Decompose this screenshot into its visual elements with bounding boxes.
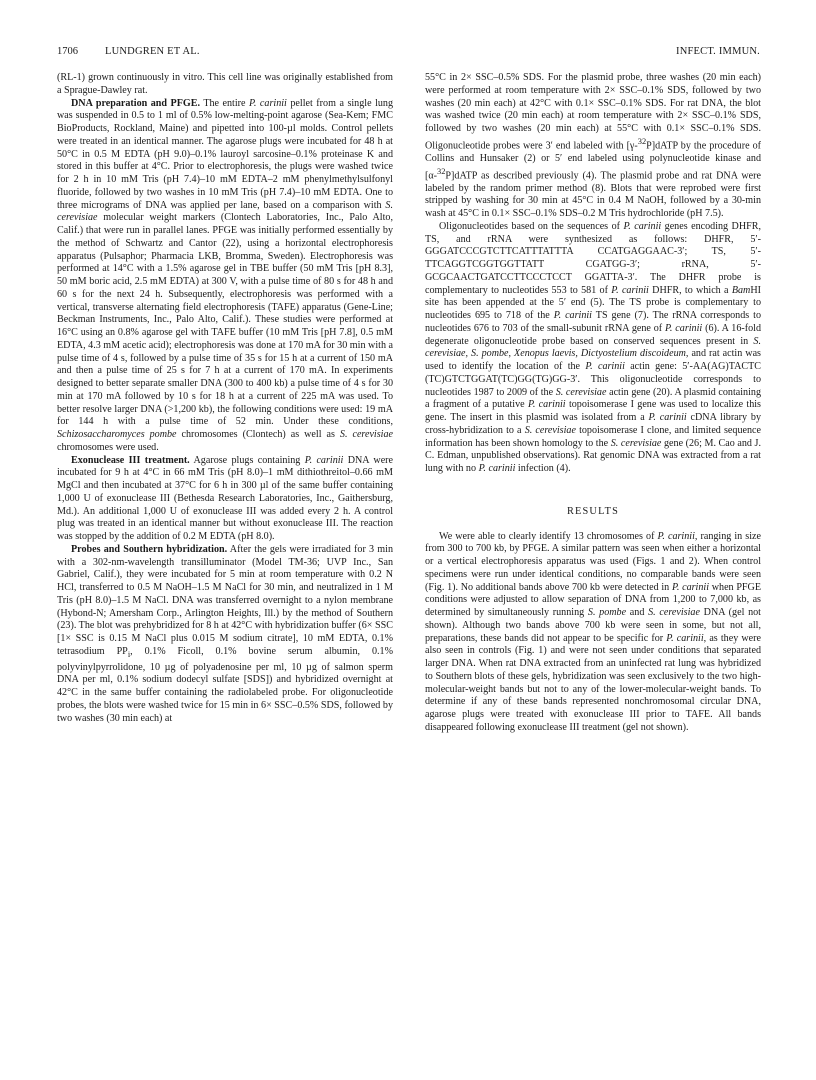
superscript: 32	[637, 136, 647, 146]
text-span: HI site has been appended at the 5′ end (5). The TS probe is complementary to nucleotides 695 to 718 of the	[425, 284, 761, 322]
text-span: DNA were incubated for 9 h at 4°C in 66 mM Tris (pH 8.0)–1 mM dithiothreitol–0.66 mM MgCl and then incubated at 37°C for 6 h in 300 µl of the same buffer containing 1,000 U of exonuclease III (Bethesda Research Laboratories, Inc., Gaithersburg, Md.). An additional 1,000 U of exonuclease III was added every 2 h. A control plug was treated in an identical manner but without exonuclease III. The reaction was stopped by the addition of 0.2 M EDTA (pH 8.0).	[57, 454, 394, 542]
text-span: DNA (gel not shown). Although two bands above 700 kb were seen in some, but not all, preparations, these bands did not appear to be specific for	[425, 607, 761, 644]
text-span: topoisomerase I clone, and limited sequence information has been shown homology to the	[425, 424, 761, 449]
oligonucleotides-paragraph	[425, 221, 761, 476]
species-name: P. carinii	[478, 463, 516, 475]
species-name: S. cerevisiae	[339, 429, 394, 440]
text-span: Oligonucleotides based on the sequences of	[439, 220, 624, 232]
dna-preparation-paragraph	[57, 98, 393, 455]
text-span: (6). A 16-fold degenerate oligonucleotide probe based on conserved sequences present in	[425, 322, 761, 347]
running-header	[57, 46, 760, 60]
text-span: Agarose plugs containing	[189, 454, 305, 466]
text-span: actin gene (20). A plasmid containing a fragment of a putative	[425, 386, 761, 411]
text-span: when PFGE conditions were adjusted to allow separation of DNA from 1,200 to 7,000 kb, as determined by simultaneously running	[425, 581, 762, 619]
subscript: i	[127, 649, 131, 659]
text-span: P]dATP by the procedure of Collins and Hunsaker (2) or 5′ end labeled using polynucleotide kinase and [α-	[425, 140, 761, 181]
species-name: P. carinii	[553, 310, 592, 322]
species-name: P. carinii	[648, 412, 687, 424]
species-name: P. carinii	[666, 632, 704, 644]
text-span: cDNA library by cross-hybridization to a	[425, 412, 762, 436]
text-span: 55°C in 2× SSC–0.5% SDS. For the plasmid probe, three washes (20 min each) were performed at room temperature with 2× SSC–0.1% SDS, followed by two washes (20 min each) at 42°C with 0.1× SSC–0.1% SDS. For rat DNA, the blot was washed twice (20 min each) at room temperature with 2× SSC–0.1% SDS, followed by two washes (20 min each) at 55°C with 0.1× SSC–0.1% SDS. Oligonucleotide probes were 3′ end labeled with [γ-	[425, 72, 761, 152]
species-name: Schizosaccharomyces pombe	[57, 429, 177, 440]
text-span: and	[626, 607, 649, 619]
enzyme-name: Bam	[731, 284, 751, 296]
text-span: pellet from a single lung was suspended in 0.5 to 1 ml of 0.5% low-melting-point agarose (Sea-Kem; FMC BioProducts, Rockland, Maine) and pipetted into 100-µl molds. Control pellets were treated in an identical manner. The agarose plugs were incubated for 48 h at 50°C in 0.5 M EDTA (pH 9.0)–0.1% lauroyl sarcosine–0.1% proteinase K and stored in this buffer at 4°C. Prior to electrophoresis, the plugs were washed twice for 2 h in 10 mM Tris (pH 7.4)–10 mM EDTA–2 mM phenylmethylsulfonyl fluoride, followed by two washes in 10 mM Tris (pH 7.4)–10 mM EDTA. One to three micrograms of DNA was applied per lane, based on a comparison with	[57, 97, 394, 211]
page-number: 1706	[57, 46, 78, 57]
species-name: S. cerevisiae, S. pombe, Xenopus laevis, Dictyostelium discoideum,	[425, 335, 761, 360]
text-span: TS gene (7). The rRNA corresponds to nucleotides 676 to 703 of the small-subunit rRNA gene of	[425, 310, 762, 334]
text-span: , as they were also seen in controls (Fig. 1) and were not seen under conditions that separated larger DNA. When rat DNA extracted from an uninfected rat lung was hybridized to Southern blots of these gels, hybridization was seen exclusively to the two high-molecular-weight bands but not to any of the lower-molecular-weight bands. To determine if any of these bands represented nonchromosomal circular DNA, agarose plugs were treated with exonuclease III prior to TAFE. All bands disappeared following exonuclease III treatment (gel not shown).	[425, 632, 761, 733]
text-span: The entire	[199, 97, 250, 109]
species-name: P. carinii	[665, 322, 703, 334]
text-span: infection (4).	[515, 463, 571, 475]
text-span: We were able to clearly identify 13 chromosomes of	[439, 530, 658, 542]
species-name: S. cerevisiae	[524, 424, 576, 436]
text-span: and rat actin was used to identify the location of the	[425, 348, 761, 373]
text-span: chromosomes were used.	[57, 441, 159, 453]
text-span: molecular weight markers (Clontech Laboratories, Inc., Palo Alto, Calif.) that were run in parallel lanes. PFGE was initially performed essentially by the method of Schwartz and Cantor (22), using a horizontal electrophoresis apparatus (Pulsaphor; Pharmacia LKB, Bromma, Sweden). Electrophoresis was performed at 14°C with a 1.5% agarose gel in TBE buffer (50 mM Tris [pH 8.3], 50 mM boric acid, 2.5 mM EDTA) at 300 V, with a pulse time of 80 s for 48 h and 60 s for the next 24 h. Subsequently, electrophoresis was performed with a vertical, transverse alternating field electrophoresis (TAFE) apparatus (Gene-Line; Beckman Instruments, Inc., Palo Alto, Calif.). These studies were performed at 16°C using an 0.8% agarose gel with TAFE buffer (10 mM Tris [pH 7.8], 0.5 mM EDTA, 4.3 mM acetic acid); electrophoresis was done at 170 mA for 30 min with a pulse time of 4 s, followed by a pulse time of 35 s for 15 h at a current of 150 mA and then a pulse time of 25 s for 7 h at a current of 170 mA. In experiments designed to better separate smaller DNA (300 to 400 kb) a pulse time of 4 s for 30 min at 170 mA followed by 10 s for 18 h at a current of 225 mA was used. To better resolve larger DNA (>1,200 kb), the following conditions were used: 19 mA for 144 h with a pulse time of 52 min. Under these conditions,	[57, 212, 393, 428]
species-name: P. carinii	[249, 97, 287, 109]
text-span: P]dATP as described previously (4). The plasmid probe and rat DNA were labeled by the random primer method (8). Blots that were reprobed were first stripped by washing for 30 min at 45°C in 0.4 M NaOH, followed by a 30-min wash at 45°C in 0.1× SSC–0.1% SDS–0.2 M Tris hydrochloride (pH 7.5).	[425, 169, 761, 220]
species-name: P. carinii	[657, 530, 695, 542]
probes-paragraph	[57, 544, 393, 726]
text-span: genes encoding DHFR, TS, and rRNA were synthesized as follows: DHFR, 5′-GGGATCCCGTCTTCATTTATTTA CCATGAGGAAC-3′; TS, 5′-TTCAGGTCGGTGGTTATT CGATGG-3′; rRNA, 5′-GCGCAACTGATCCTTCCCTCCT GGATTA-3′. The DHFR probe is complementary to nucleotides 553 to 581 of	[425, 220, 762, 296]
washes-paragraph	[425, 72, 761, 221]
text-span: After the gels were irradiated for 3 min with a 302-nm-wavelength transilluminator (Model TM-36; UVP Inc., San Gabriel, Calif.), they were incubated for 5 min at room temperature with 0.2 N HCl, transferred to 0.5 M NaOH–1.5 M NaCl for 30 min, and neutralized in 1 M Tris (pH 8.0)–1.5 M NaCl. DNA was transferred overnight to a nylon membrane (Hybond-N; Amersham Corp., Arlington Heights, Ill.) by the method of Southern (23). The blot was prehybridized for 8 h at 42°C with hybridization buffer (6× SSC [1× SSC is 0.15 M NaCl plus 0.015 M sodium citrate], 10 mM EDTA, 0.1% tetrasodium PP	[57, 543, 393, 657]
dna-preparation-heading: DNA preparation and PFGE.	[71, 97, 200, 109]
journal-name: INFECT. IMMUN.	[676, 46, 760, 57]
species-name: P. carinii	[304, 454, 344, 466]
species-name: S. cerevisiae	[648, 607, 700, 619]
species-name: S. pombe	[587, 607, 627, 619]
text-span: topoisomerase I gene was used to localize this gene. The insert in this plasmid was isolated from a	[425, 399, 761, 424]
species-name: S. cerevisiae	[610, 437, 662, 449]
species-name: P. carinii	[611, 284, 649, 296]
running-authors: LUNDGREN ET AL.	[105, 46, 200, 57]
intro-paragraph: (RL-1) grown continuously in vitro. This cell line was originally established from a Sprague-Dawley rat.	[57, 72, 393, 96]
species-name: P. carinii	[585, 361, 625, 373]
left-column	[57, 72, 393, 725]
species-name: S. cerevisiae	[57, 199, 393, 224]
species-name: P. carinii	[527, 399, 566, 411]
text-span: , 0.1% Ficoll, 0.1% bovine serum albumin, 0.1% polyvinylpyrrolidone, 10 µg of polyadenosine per ml, 10 µg of salmon sperm DNA per ml, 0.1% sodium dodecyl sulfate [SDS]) and hybridized overnight at 42°C in the same buffer containing the radiolabeled probe. For oligonucleotide probes, the blots were washed twice for 15 min in 6× SSC–0.5% SDS, followed by two washes (30 min each) at	[57, 645, 394, 724]
species-name: P. carinii	[623, 220, 662, 232]
results-paragraph	[425, 531, 761, 735]
text-span: , ranging in size from 300 to 700 kb, by PFGE. A similar pattern was seen when either a horizontal or a vertical electrophoresis apparatus was used (Figs. 1 and 2). When control specimens were run under identical conditions, no comparable bands were seen (Fig. 1). No additional bands above 700 kb were detected in	[425, 530, 761, 593]
right-column	[425, 72, 761, 735]
probes-heading: Probes and Southern hybridization.	[71, 543, 228, 555]
text-span: chromosomes (Clontech) as well as	[176, 429, 340, 440]
exonuclease-paragraph	[57, 455, 393, 544]
species-name: P. carinii	[671, 581, 709, 593]
species-name: S. cerevisiae	[555, 386, 607, 398]
superscript: 32	[437, 166, 446, 176]
results-heading: RESULTS	[566, 505, 620, 517]
text-span: actin gene: 5′-AA(AG)TACTC (TC)GTCTGGAT(TC)GG(TG)GG-3′. This oligonucleotide corresponds to nucleotides 1987 to 2009 of the	[425, 361, 761, 398]
text-span: DHFR, to which a	[648, 284, 732, 296]
text-span: gene (26; M. Cao and J. C. Edman, unpublished observations). Rat genomic DNA was extracted from a rat lung with no	[425, 437, 762, 475]
exonuclease-heading: Exonuclease III treatment.	[71, 454, 190, 466]
